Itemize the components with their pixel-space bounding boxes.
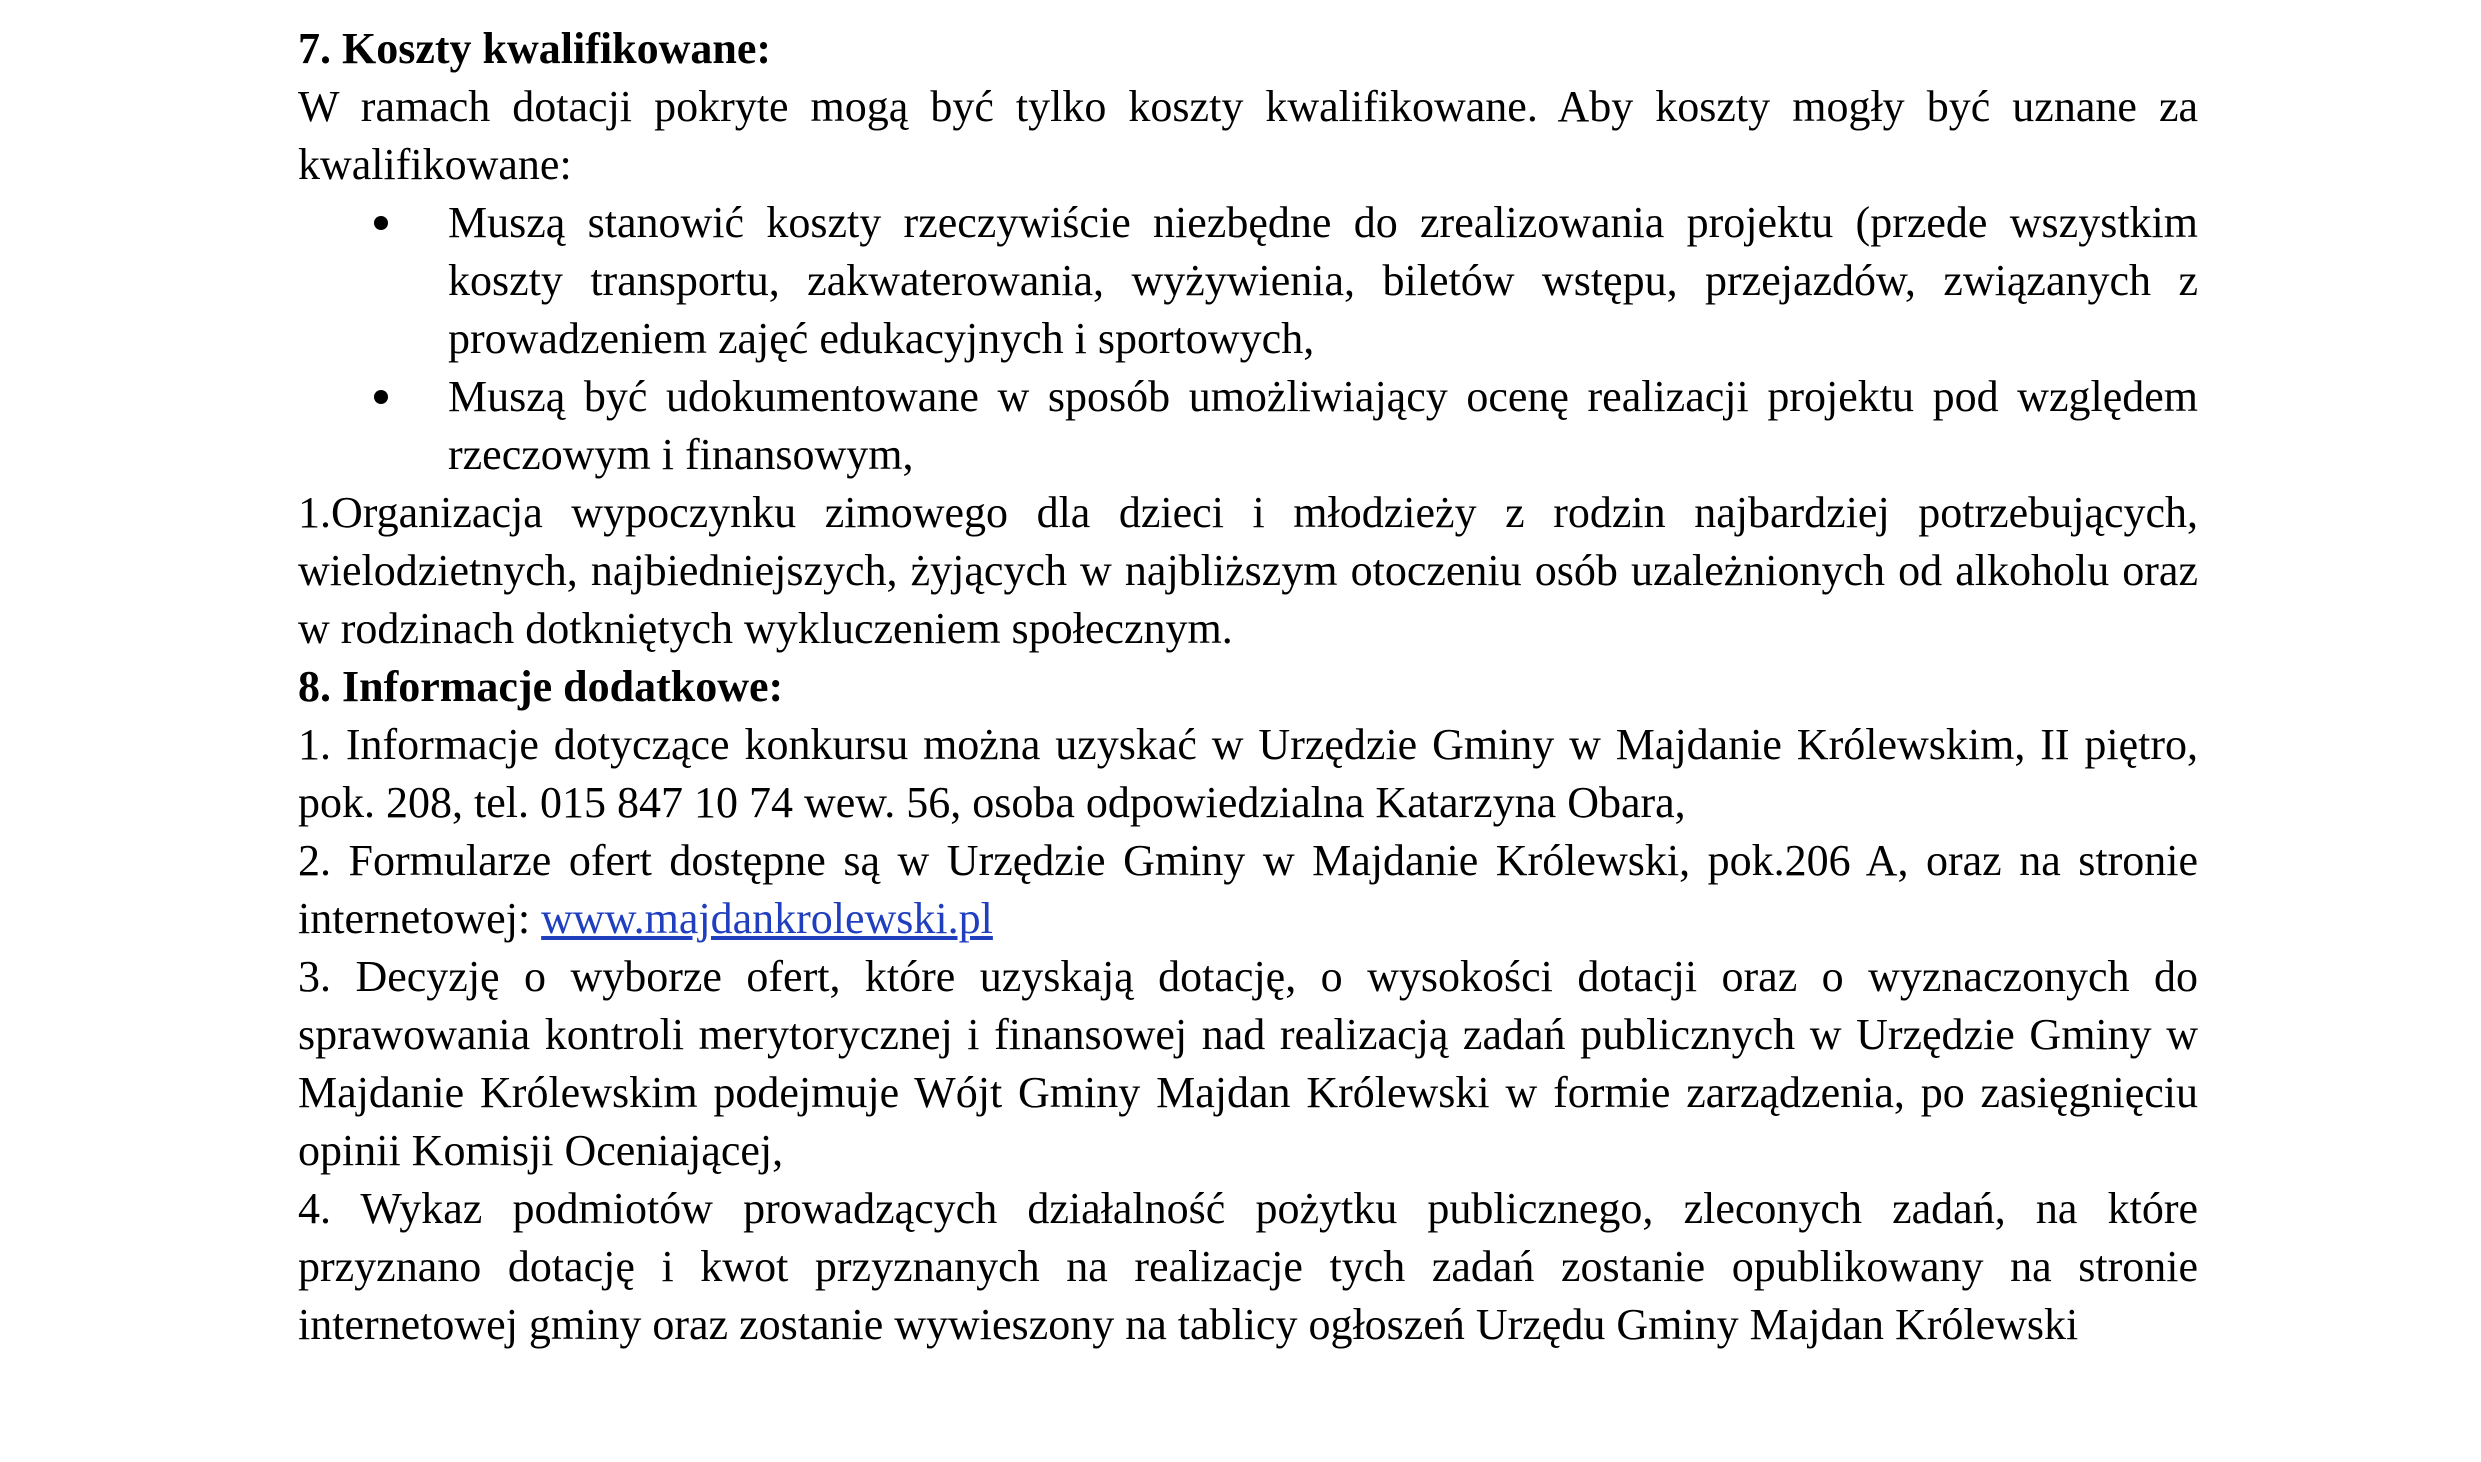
qualified-costs-list (298, 194, 2198, 484)
section-8-item-2 (298, 832, 2198, 948)
section-8-item-3: 3. Decyzję o wyborze ofert, które uzyskają dotację, o wysokości dotacji oraz o wyznaczonych do sprawowania kontroli merytorycznej i finansowej nad realizacją zadań publicznych w Urzędzie Gminy w Majdanie Królewskim podejmuje Wójt Gminy Majdan Królewski w formie zarządzenia, po zasięgnięciu opinii Komisji Oceniającej, (298, 952, 2198, 1175)
section-7-item-1: 1.Organizacja wypoczynku zimowego dla dzieci i młodzieży z rodzin najbardziej potrzebujących, wielodzietnych, najbiedniejszych, żyjących w najbliższym otoczeniu osób uzależnionych od alkoholu oraz w rodzinach dotkniętych wykluczeniem społecznym. (298, 488, 2198, 653)
bullet-text: Muszą być udokumentowane w sposób umożliwiający ocenę realizacji projektu pod względem rzeczowym i finansowym, (448, 372, 2198, 479)
section-8-item-4: 4. Wykaz podmiotów prowadzących działalność pożytku publicznego, zleconych zadań, na które przyznano dotację i kwot przyznanych na realizacje tych zadań zostanie opublikowany na stronie internetowej gminy oraz zostanie wywieszony na tablicy ogłoszeń Urzędu Gminy Majdan Królewski (298, 1184, 2198, 1349)
section-7-intro: W ramach dotacji pokryte mogą być tylko koszty kwalifikowane. Aby koszty mogły być uznane za kwalifikowane: (298, 82, 2198, 189)
list-item (298, 194, 2198, 368)
section-7-heading: 7. Koszty kwalifikowane: (298, 24, 771, 73)
list-item (298, 368, 2198, 484)
website-link[interactable]: www.majdankrolewski.pl (541, 894, 993, 943)
section-8-item-2-text: 2. Formularze ofert dostępne są w Urzędzie Gminy w Majdanie Królewski, pok.206 A, oraz na stronie internetowej: (298, 836, 2198, 943)
bullet-icon (374, 216, 388, 230)
section-8-heading: 8. Informacje dodatkowe: (298, 662, 784, 711)
bullet-text: Muszą stanowić koszty rzeczywiście niezbędne do zrealizowania projektu (przede wszystkim koszty transportu, zakwaterowania, wyżywienia, biletów wstępu, przejazdów, związanych z prowadzeniem zajęć edukacyjnych i sportowych, (448, 198, 2198, 363)
document-page (298, 20, 2198, 1354)
bullet-icon (374, 390, 388, 404)
section-8-item-1: 1. Informacje dotyczące konkursu można uzyskać w Urzędzie Gminy w Majdanie Królewskim, II piętro, pok. 208, tel. 015 847 10 74 wew. 56, osoba odpowiedzialna Katarzyna Obara, (298, 720, 2198, 827)
